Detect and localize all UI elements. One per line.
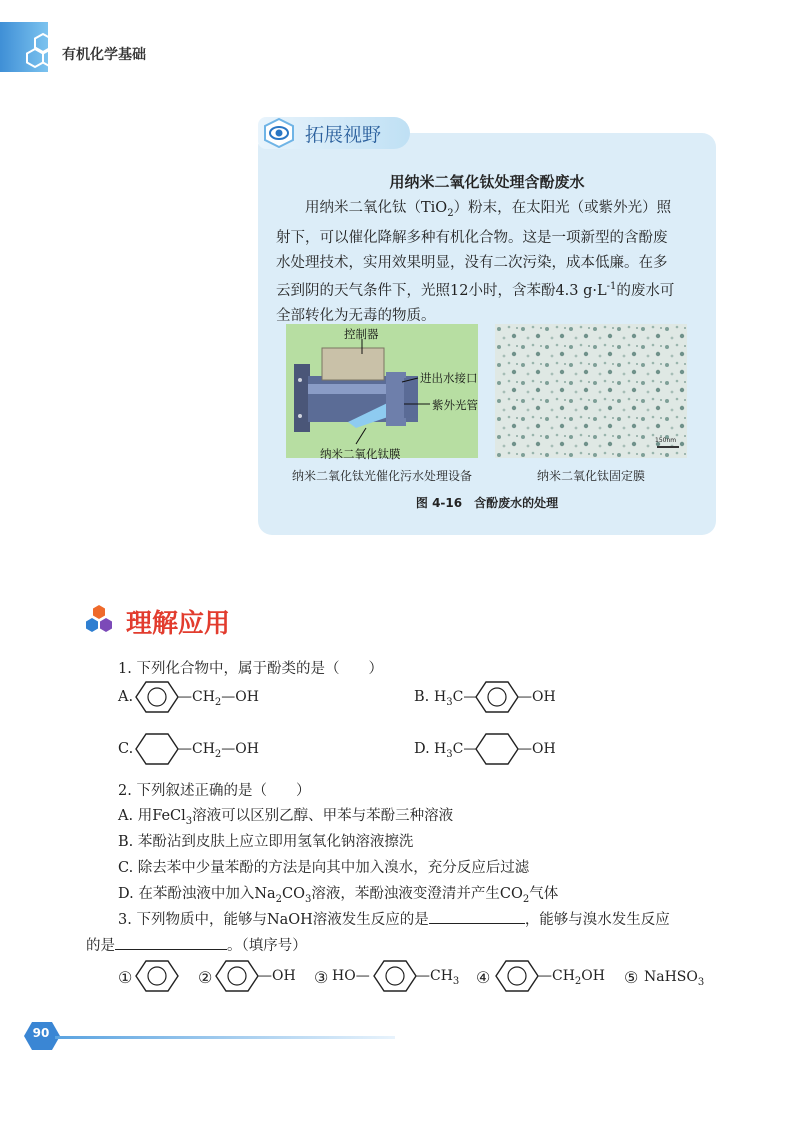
eye-badge-icon xyxy=(262,118,296,148)
q2-option-a: A. 用FeCl$_3$溶液可以区别乙醇、甲苯与苯酚三种溶液 xyxy=(118,808,454,827)
scale-bar-label: 150nm xyxy=(655,437,677,444)
hexagon-cluster-icon xyxy=(84,604,114,634)
q2-option-d: D. 在苯酚浊液中加入$Na_2CO_3$溶液，苯酚浊液变澄清并产生$CO_2$气体 xyxy=(118,886,559,905)
section-title: 理解应用 xyxy=(126,609,231,639)
benzene-ring-icon xyxy=(214,959,260,993)
cyclohexane-ring-icon xyxy=(134,732,180,766)
compound-4-ch2oh: $—CH_2OH$ xyxy=(538,968,605,987)
book-title: 有机化学基础 xyxy=(62,47,146,63)
answer-blank-bromine[interactable] xyxy=(115,935,227,950)
compound-2-number: ② xyxy=(198,968,213,987)
cyclohexane-ring-icon xyxy=(474,732,520,766)
question-1-stem: 1. 下列化合物中，属于酚类的是（ ） xyxy=(118,661,383,677)
benzene-ring-icon xyxy=(134,959,180,993)
question-3-stem-line1: 3. 下列物质中，能够与NaOH溶液发生反应的是 ，能够与溴水发生反应 xyxy=(118,908,670,929)
caption-right: 纳米二氧化钛固定膜 xyxy=(536,469,645,483)
answer-blank-naoh[interactable] xyxy=(429,909,525,924)
q1-option-a-label: A. xyxy=(118,689,134,705)
q1-option-b-oh: —OH xyxy=(518,689,556,705)
label-leader-lines xyxy=(286,324,478,458)
label-water-port: 进出水接口 xyxy=(420,371,478,385)
q1-option-d-h3c: $H_3C—$ xyxy=(434,741,478,760)
question-2-stem: 2. 下列叙述正确的是（ ） xyxy=(118,783,311,799)
caption-left: 纳米二氧化钛光催化污水处理设备 xyxy=(291,469,472,483)
benzene-ring-icon xyxy=(494,959,540,993)
q2-option-c: C. 除去苯中少量苯酚的方法是向其中加入溴水，充分反应后过滤 xyxy=(118,860,530,876)
label-controller: 控制器 xyxy=(344,327,379,341)
compound-3-ho: HO— xyxy=(332,968,370,984)
q1-option-d-oh: —OH xyxy=(518,741,556,757)
compound-2-oh: —OH xyxy=(258,968,296,984)
compound-4-number: ④ xyxy=(476,968,491,987)
extension-title: 用纳米二氧化钛处理含酚废水 xyxy=(389,173,585,191)
compound-1-number: ① xyxy=(118,968,133,987)
benzene-ring-icon xyxy=(134,680,180,714)
footer-rule xyxy=(55,1036,395,1039)
label-uv-tube: 紫外光管 xyxy=(432,398,478,412)
figure-caption: 图 4-16 含酚废水的处理 xyxy=(415,496,559,510)
compound-5-number: ⑤ xyxy=(624,968,639,987)
q1-option-d-label: D. xyxy=(414,741,430,757)
extension-tab-label: 拓展视野 xyxy=(305,124,382,146)
q1-option-b-label: B. xyxy=(414,689,430,705)
benzene-ring-icon xyxy=(372,959,418,993)
q1-option-b-h3c: $H_3C—$ xyxy=(434,689,478,708)
label-film: 纳米二氧化钛膜 xyxy=(320,447,401,461)
compound-3-number: ③ xyxy=(314,968,329,987)
q1-option-a-formula: $—CH_2—OH$ xyxy=(178,689,259,708)
hexagon-logo-icon xyxy=(26,32,60,72)
q2-option-b: B. 苯酚沾到皮肤上应立即用氢氧化钠溶液擦洗 xyxy=(118,834,414,850)
extension-paragraph: 用纳米二氧化钛（TiO$_2$）粉末，在太阳光（或紫外光）照 射下，可以催化降解多种有机化合物。这是一项新型的含酚废 水处理技术，实用效果明显，没有二次污染，成本低廉。在多 云到阴的天气条件下，光照12小时，含苯酚4.3 $g\cdot L^{-1}$的废水可 全部转化为无毒的物质。 xyxy=(276,200,675,324)
page-number: 90 xyxy=(32,1026,50,1040)
benzene-ring-icon xyxy=(474,680,520,714)
question-3-stem-line2: 的是 。（填序号） xyxy=(86,934,307,955)
q1-option-c-label: C. xyxy=(118,741,134,757)
compound-3-ch3: $—CH_3$ xyxy=(416,968,460,987)
q1-option-c-formula: $—CH_2—OH$ xyxy=(178,741,259,760)
compound-5-formula: NaHSO$_3$ xyxy=(644,969,705,988)
